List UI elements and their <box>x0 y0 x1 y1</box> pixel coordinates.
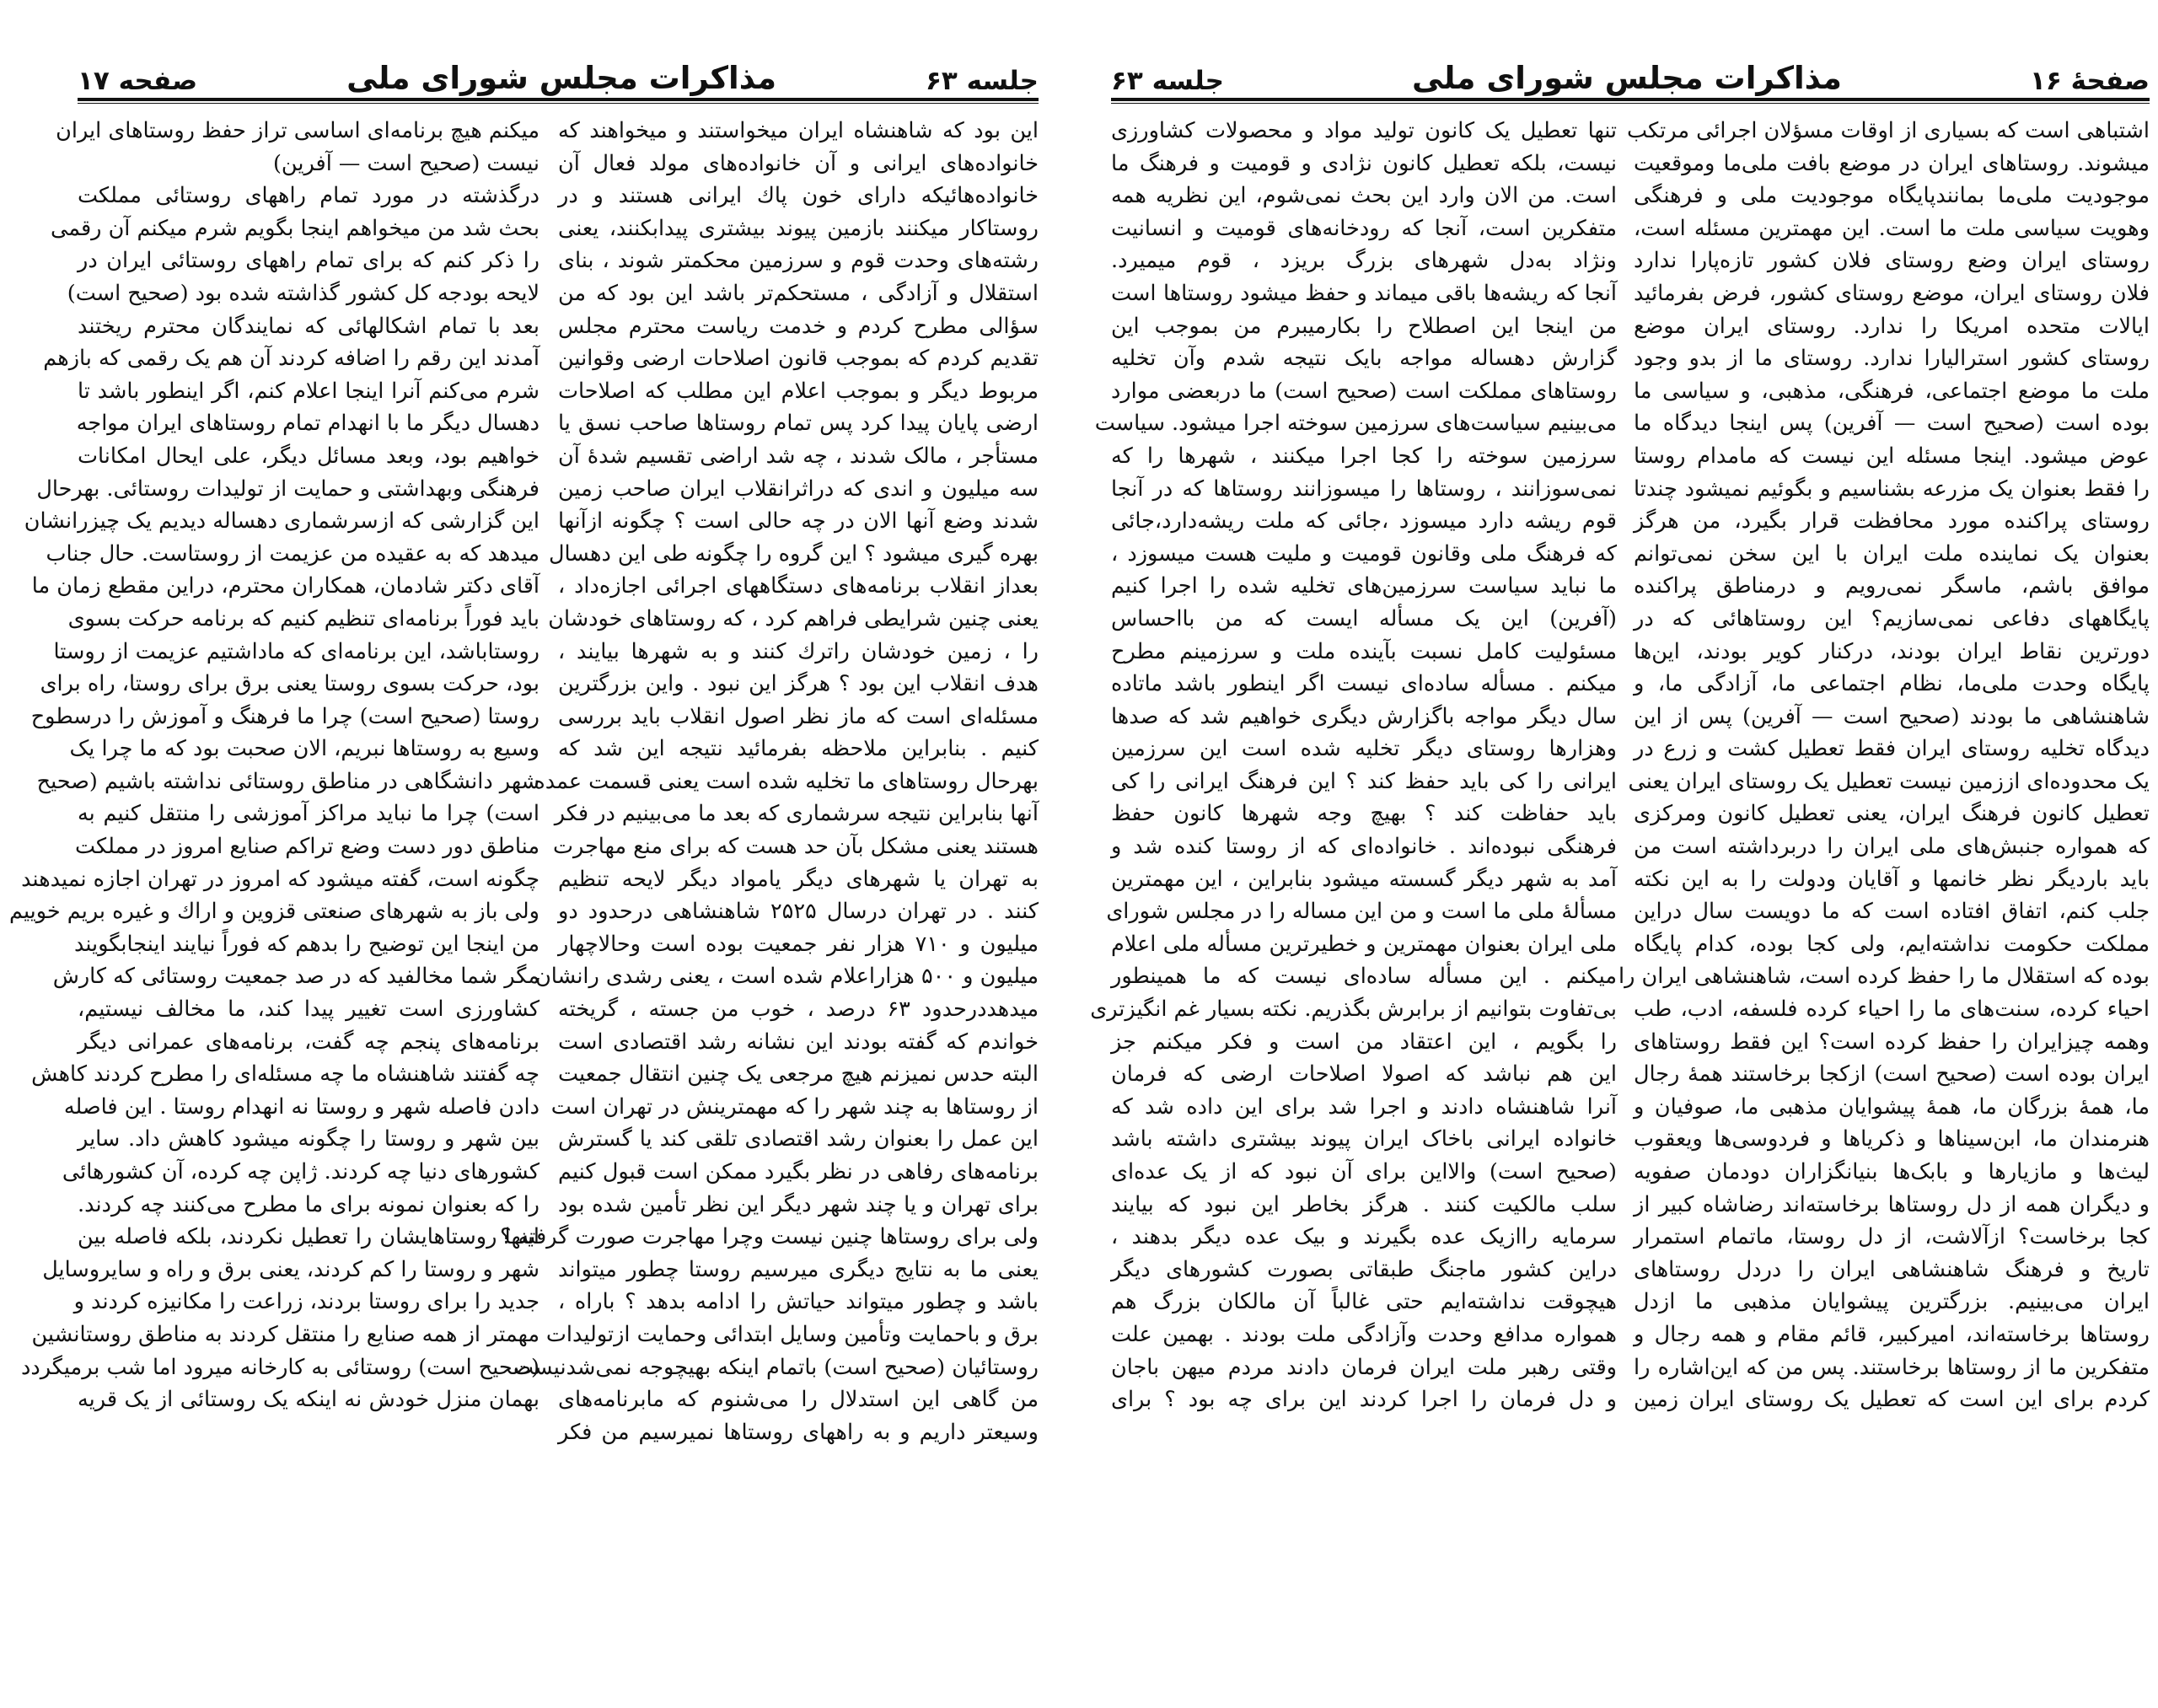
text-line: آنها بنابراین نتیجه سرشماری که بعد ما می‌بینیم در فکر <box>554 801 1039 827</box>
text-line: من گاهی این استدلال را می‌شنوم که مابرنامه‌های <box>558 1387 1039 1413</box>
text-line: مربوط دیگر و بموجب اعلام این مطلب که اصلاحات <box>558 378 1039 404</box>
text-line: سلب مالکیت کنند . هرگز بخاطر این نبود که بیایند <box>1111 1191 1617 1217</box>
running-header <box>1111 49 2150 96</box>
text-line: خواندم که گفته بودند این نشانه رشد اقتصادی است <box>558 1029 1039 1055</box>
text-line: وهزارها روستای دیگر تخلیه شده است این سرزمین <box>1111 736 1617 762</box>
text-line: بهره گیری میشود ؟ این گروه را چگونه طی این دهسال <box>548 540 1039 567</box>
text-line: هنرمندان ما، ابن‌سیناها و ذکریاها و فردوسی‌ها ویعقوب <box>1634 1126 2150 1152</box>
text-line: بعد با تمام اشکالهائی که نمایندگان محترم ریختند <box>78 313 540 339</box>
text-line: (صحیح است) روستائی به کارخانه میرود اما شب برمیگردد <box>20 1354 540 1380</box>
text-line: کجا برخاست؟ ازآلاشت، از دل روستا، ماتمام استمرار <box>1634 1224 2150 1250</box>
text-line: آمد به شهر دیگر گسسته میشود بنابراین ، این مهمترین <box>1111 866 1617 892</box>
text-line: میکنم . این مسأله ساده‌ای نیست که ما همینطور <box>1111 964 1617 990</box>
text-line: نیست (صحیح است — آفرین) <box>272 150 540 176</box>
text-line: شرم می‌کنم آنرا اینجا اعلام کنم، اگر اینطور باشد تا <box>78 378 540 404</box>
text-line: دادن فاصله شهر و روستا نه انهدام روستا . این فاصله <box>63 1093 540 1120</box>
text-line: را که بعنوان نمونه برای ما مطرح می‌کنند چه کردند. <box>78 1191 540 1217</box>
text-line: برای تهران و یا چند شهر دیگر این نظر تأمین شده بود <box>558 1191 1039 1217</box>
text-line: درگذشته در مورد تمام راههای روستائی مملکت <box>78 183 540 209</box>
text-line: وهویت سیاسی ملت ما است. این مهمترین مسئله است، <box>1634 215 2150 241</box>
text-line: بود، حرکت بسوی روستا یعنی برق برای روستا، راه برای <box>40 671 540 697</box>
text-line: و دیگران همه از دل روستاها برخاسته‌اند رضاشاه کبیر از <box>1634 1191 2150 1217</box>
text-line: ملی ایران بعنوان مهمترین و خطیرترین مسأله ملی اعلام <box>1111 931 1617 957</box>
text-line: و دل فرمان را اجرا کردند این برای چه بود ؟ برای <box>1111 1387 1617 1413</box>
text-line: ما، همهٔ بزرگان ما، همهٔ پیشوایان مذهبی ما، صوفیان و <box>1634 1093 2150 1120</box>
text-line: دراین کشور ماجنگ طبقاتی بصورت کشورهای دیگر <box>1111 1256 1617 1282</box>
session-number: جلسه ۶۳ <box>1111 66 1224 96</box>
text-line: پایگاه وحدت ملی‌ما، نظام اجتماعی ما، آزادگی ما، و <box>1634 671 2150 697</box>
header-rule <box>78 98 1039 101</box>
text-line: ایران بوده است (صحیح است) ازکجا برخاستند همهٔ رجال <box>1634 1061 2150 1088</box>
text-line: لایحه بودجه کل کشور گذاشته شده بود (صحیح است) <box>67 280 540 306</box>
text-line: را بگویم ، این اعتقاد من است و فکر میکنم جز <box>1111 1029 1617 1055</box>
text-line: رشته‌های وحدت قوم و سرزمین محکمتر شوند ، بنای <box>558 248 1039 274</box>
text-line: برنامه‌های پنجم چه گفت، برنامه‌های عمرانی دیگر <box>78 1029 540 1055</box>
text-line: شدند وضع آنها الان در چه حالی است ؟ چگونه ازآنها <box>558 508 1039 534</box>
text-line: ولی باز به شهرهای صنعتی قزوین و اراك و غیره بریم خوییم <box>8 899 540 925</box>
text-line: همواره مدافع وحدت وآزادگی ملت بودند . بهمین علت <box>1111 1321 1617 1347</box>
text-line: میدهد که به عقیده من عزیمت از روستاست. حال جناب <box>46 540 540 567</box>
text-line: آمدند این رقم را اضافه کردند آن هم یک رقمی که بازهم <box>43 346 540 372</box>
text-line: میکنم هیچ برنامه‌ای اساسی تراز حفظ روستاهای ایران <box>56 118 540 143</box>
text-line: یعنی ما به نتایج دیگری میرسیم روستا چطور میتواند <box>558 1256 1039 1282</box>
text-line: خانواده‌هائیکه دارای خون پاك ایرانی هستند و در <box>558 183 1039 209</box>
text-line: است. من الان وارد این بحث نمی‌شوم، این نظریه همه <box>1111 183 1617 209</box>
text-column-left <box>1090 115 1617 1416</box>
text-line: میدهددرحدود ۶۳ درصد ، خوب من جسته ، گریخته <box>558 996 1039 1023</box>
text-line: ونژاد به‌دل شهرهای بزرگ بریزد ، قوم میمیرد. <box>1111 248 1617 274</box>
text-line: را فقط بعنوان یک مزرعه بشناسیم و بگوئیم نمیشود چندتا <box>1634 475 2150 502</box>
text-line: وسیعتر داریم و به راههای روستاها نمیرسیم من فکر <box>558 1419 1039 1445</box>
text-line: کنیم . بنابراین ملاحظه بفرمائید نتیجه این شد که <box>558 736 1039 762</box>
text-line: سرمایه راازیک عده بگیرند و بیک عده دیگر بدهند ، <box>1111 1224 1617 1250</box>
text-line: یک محدوده‌ای اززمین نیست تعطیل یک روستای ایران یعنی <box>1628 768 2150 794</box>
text-line: از روستاها به چند شهر را که مهمترینش در تهران است <box>550 1093 1039 1120</box>
text-line: سال دیگر مواجه باگزارش دیگری خواهیم شد که صدها <box>1111 703 1617 729</box>
text-line: میلیون و ۷۱۰ هزار نفر جمعیت بوده است وحالاچهار <box>558 931 1039 957</box>
text-line: این هم نباشد که اصولا اصلاحات ارضی که فرمان <box>1111 1061 1617 1088</box>
text-line: بوده که استقلال ما را حفظ کرده است، شاهنشاهی ایران را <box>1618 964 2150 990</box>
text-line: ما نباید سیاست سرزمین‌های تخلیه شده را اجرا کنیم <box>1111 573 1617 599</box>
text-line: باید حفاظت کند ؟ بهیچ وجه شهرها کانون حفظ <box>1111 801 1617 827</box>
text-line: لیث‌ها و مازیارها و بابک‌ها بنیانگزاران دودمان صفویه <box>1634 1159 2150 1184</box>
publication-title: مذاکرات مجلس شورای ملی <box>1412 60 1842 96</box>
text-line: ایرانی را کی باید حفظ کند ؟ این فرهنگ ایرانی را کی <box>1111 768 1617 794</box>
text-line: روستاها برخاسته‌اند، امیرکبیر، قائم مقام و همه رجال و <box>1634 1321 2150 1347</box>
text-line: میلیون و ۵۰۰ هزاراعلام شده است ، یعنی رشدی رانشان <box>535 964 1039 990</box>
text-line: روستاکار میکنند بازمین پیوند بیشتری پیدابکنند، یعنی <box>558 215 1039 241</box>
text-line: که فرهنگ ملی وقانون قومیت و ملیت هست میسوزد ، <box>1111 540 1617 567</box>
text-line: مگر شما مخالفید که در صد جمعیت روستائی که کارش <box>52 964 540 990</box>
text-line: مسئله‌ای است که ماز نظر اصول انقلاب باید بررسی <box>558 703 1039 729</box>
text-line: بین شهر و روستا را چگونه میشود کاهش داد. سایر <box>78 1126 540 1152</box>
text-line: عوض میشود. اینجا مسئله این نیست که مامدام روستا <box>1634 443 2150 469</box>
text-line: فرهنگی نبوده‌اند . خانواده‌ای که از روستا کنده شد و <box>1111 834 1617 860</box>
text-line: این عمل را بعنوان رشد اقتصادی تلقی کند یا گسترش <box>558 1126 1039 1152</box>
text-line: بوده است (صحیح است — آفرین) پس اینجا دیدگاه ما <box>1634 411 2150 437</box>
text-line: بعنوان یک نماینده ملت ایران با این سخن نمی‌توانم <box>1634 540 2150 567</box>
text-line: جدید را برای روستا بردند، زراعت را مکانیزه کردند و <box>73 1289 540 1315</box>
text-line: که همواره جنبش‌های ملی ایران را دربرداشته است من <box>1634 834 2150 860</box>
text-line: من اینجا این توضیح را بدهم که فوراً نیایند اینجابگویند <box>73 931 540 957</box>
text-line: مستأجر ، مالک شدند ، چه شد اراضی تقسیم شدهٔ آن <box>558 443 1039 469</box>
text-line: کشاورزی است تغییر پیدا کند، ما مخالف نیستیم، <box>78 996 540 1023</box>
text-line: دیدگاه تخلیه روستای ایران فقط تعطیل کشت و زرع در <box>1634 736 2150 762</box>
text-line: آنرا شاهنشاه دادند و اجرا شد برای این داده شد که <box>1111 1093 1617 1120</box>
text-line: این گزارشی که ازسرشماری دهساله دیدیم یک چیزرانشان <box>24 508 540 534</box>
text-line: روستا (صحیح است) چرا ما فرهنگ و آموزش را درسطوح <box>30 703 540 729</box>
session-number: جلسه ۶۳ <box>926 66 1039 96</box>
text-line: موافق باشم، ماسگر نمی‌رویم و درمناطق پراکنده <box>1634 573 2150 599</box>
text-line: مسألهٔ ملی ما است و من این مساله را در مجلس شورای <box>1106 899 1617 925</box>
text-line: ولی برای روستاها چنین نیست وچرا مهاجرت صورت گرفته ؟ <box>499 1224 1039 1250</box>
text-column-left <box>8 115 540 1416</box>
text-line: هستند یعنی مشکل بآن حد هست که برای منع مهاجرت <box>552 834 1039 860</box>
text-line: مسئولیت کامل نسبت بآینده ملت و سرزمینم مطرح <box>1111 638 1617 664</box>
text-line: شاهنشاهی ما بودند (صحیح است — آفرین) پس از این <box>1634 703 2150 729</box>
running-header <box>78 49 1039 96</box>
text-line: یعنی چنین شرایطی فراهم کرد ، که روستاهای خودشان <box>548 605 1039 631</box>
text-line: هدف انقلاب این بود ؟ هرگز این نبود . واین بزرگترین <box>558 671 1039 697</box>
text-line: قوم ریشه دارد میسوزد ،جائی که ملت ریشه‌دارد،جائی <box>1111 508 1617 534</box>
text-line: متفکرین است، آنجا که رودخانه‌های قومیت و انسانیت <box>1111 215 1617 241</box>
text-line: مهمتر از همه صنایع را منتقل کردند به مناطق روستانشین <box>31 1321 540 1347</box>
text-line: آقای دکتر شادمان، همکاران محترم، دراین مقطع زمان ما <box>31 573 540 599</box>
text-line: سؤالی مطرح کردم و خدمت ریاست محترم مجلس <box>558 313 1039 339</box>
text-line: وسیع به روستاها نبریم، الان صحبت بود که ما چرا یک <box>69 736 540 762</box>
publication-title: مذاکرات مجلس شورای ملی <box>346 60 776 96</box>
text-line: می‌بینیم سیاست‌های سرزمین سوخته اجرا میشود. سیاست <box>1094 411 1617 437</box>
text-line: باشد و چطور میتواند حیاتش را ادامه بدهد ؟ باراه ، <box>558 1289 1039 1315</box>
text-line: روستای کشور استرالیارا ندارد. روستای ما از بدو وجود <box>1634 346 2150 372</box>
text-line: کردم برای این است که تعطیل یک روستای ایران زمین <box>1634 1387 2150 1413</box>
text-line: را ذکر کنم که برای تمام راههای روستائی ایران در <box>78 248 540 274</box>
text-line: میکنم . مسأله ساده‌ای نیست اگر اینطور باشد ماتاده <box>1111 671 1617 697</box>
page-16 <box>1090 0 2156 1708</box>
page-number: صفحه ۱۷ <box>78 66 198 96</box>
text-line: احیاء کرده، سنت‌های ما را احیاء کرده فلسفه، ادب، طب <box>1634 996 2150 1023</box>
text-line: روستائیان (صحیح است) باتمام اینکه بهیچوجه نمی‌شدنیست <box>513 1354 1039 1380</box>
text-line: بی‌تفاوت بتوانیم از برابرش بگذریم. نکته بسیار غم انگیزتری <box>1090 996 1617 1023</box>
text-line: هیچوقت نداشته‌ایم حتی غالباً آن مالکان بزرگ هم <box>1111 1289 1617 1315</box>
text-line: پایگاههای دفاعی نمی‌سازیم؟ این روستاهائی که در <box>1634 605 2150 631</box>
text-line: بحث شد من میخواهم اینجا بگویم شرم میکنم آن رقمی <box>50 215 540 241</box>
header-rule-thin <box>1111 103 2150 104</box>
text-column-right <box>1618 115 2150 1416</box>
text-line: وقتی رهبر ملت ایران فرمان دادند مردم میهن باجان <box>1111 1354 1617 1380</box>
text-line: برنامه‌های رفاهی در نظر بگیرد ممکن است قبول کنیم <box>558 1159 1039 1184</box>
text-line: وهمه چیزایران را حفظ کرده است؟ این فقط روستاهای <box>1634 1029 2150 1055</box>
text-line: روستای پراکنده مورد محافظت قرار بگیرد، من هرگز <box>1634 508 2150 534</box>
text-column-right <box>499 115 1039 1448</box>
text-line: مناطق دور دست وضع تراکم صنایع امروز در مملکت <box>74 834 540 860</box>
text-line: البته حدس نمیزنم هیچ مرجعی یک چنین انتقال جمعیت <box>558 1061 1039 1088</box>
text-line: باید باردیگر نظر خانمها و آقایان ودولت را به این نکته <box>1634 866 2150 892</box>
text-line: تاریخ و فرهنگ شاهنشاهی ایران را دردل روستاهای <box>1634 1256 2150 1282</box>
text-line: خانواده‌های ایرانی و آن خانواده‌های مولد فعال آن <box>558 150 1039 176</box>
text-line: تعطیل کانون فرهنگ ایران، یعنی تعطیل کانون ومرکزی <box>1634 801 2150 827</box>
text-line: تقدیم کردم که بموجب قانون اصلاحات ارضی وقوانین <box>558 346 1039 372</box>
text-line: فلان روستای ایران، موضع روستای کشور، فرض بفرمائید <box>1634 280 2150 306</box>
text-line: ایالات متحده امریکا را ندارد. روستای ایران موضع <box>1634 313 2150 339</box>
header-rule <box>1111 98 2150 101</box>
text-line: ایران می‌بینیم. بزرگترین پیشوایان مذهبی ما ازدل <box>1634 1289 2150 1315</box>
text-line: فرهنگی وبهداشتی و حمایت از تولیدات روستائی. بهرحال <box>36 475 540 502</box>
text-line: بهمان منزل خودش نه اینکه یک روستائی از یک قریه <box>78 1387 540 1413</box>
text-line: تنها تعطیل یک کانون تولید مواد و محصولات کشاورزی <box>1111 118 1617 143</box>
page-number: صفحهٔ ۱۶ <box>2029 66 2150 96</box>
text-line: شهر و روستا را کم کردند، یعنی برق و راه و سایروسایل <box>42 1256 540 1282</box>
text-line: استقلال و آزادگی ، مستحکم‌تر باشد این بود که من <box>558 280 1039 306</box>
text-line: میشوند. روستاهای ایران در موضع بافت ملی‌ما وموقعیت <box>1634 150 2150 176</box>
text-line: روستاهای مملکت است (صحیح است) ما دربعضی موارد <box>1111 378 1617 404</box>
text-line: را ، زمین خودشان راترك کنند و به شهرها بیایند ، <box>558 638 1039 664</box>
text-line: نیست، بلکه تعطیل کانون نژادی و قومیت و فرهنگ ما <box>1111 150 1617 176</box>
text-line: آنجا که ریشه‌ها باقی میماند و حفظ میشود روستاها است <box>1111 280 1617 306</box>
text-line: بهرحال روستاهای ما تخلیه شده است یعنی قسمت عمده <box>534 768 1039 794</box>
text-line: من اینجا این اصطلاح را بکارمیبرم من بموجب این <box>1111 313 1617 339</box>
text-line: به تهران یا شهرهای دیگر یامواد دیگر لایحه تنظیم <box>558 866 1039 892</box>
text-line: گزارش دهساله مواجه بایک نتیجه شدم وآن تخلیه <box>1111 346 1617 372</box>
text-line: (صحیح است) والااین برای آن نبود که از یک عده‌ای <box>1111 1159 1617 1184</box>
text-line: این بود که شاهنشاه ایران میخواستند و میخواهند که <box>558 118 1039 143</box>
text-line: سرزمین سوخته را کجا اجرا میکنند ، شهرها را که <box>1111 443 1617 469</box>
page-17 <box>0 0 1045 1708</box>
text-line: دورترین نقاط ایران بودند، درکنار کویر بودند، این‌ها <box>1634 638 2150 664</box>
text-line: ملت ما موضع اجتماعی، فرهنگی، مذهبی، و سیاسی ما <box>1634 378 2150 404</box>
text-line: (آفرین) این یک مسأله ایست که من بااحساس <box>1111 605 1617 631</box>
text-line: شهر دانشگاهی در مناطق روستائی نداشته باشیم (صحیح <box>36 768 540 794</box>
text-line: است) چرا ما نباید مراکز آموزشی را منتقل کنیم به <box>78 801 540 827</box>
text-line: متفکرین ما از روستاها برخاستند. پس من که این‌اشاره را <box>1634 1354 2150 1380</box>
text-line: چگونه است، گفته میشود که امروز در تهران اجازه نمیدهند <box>21 866 540 892</box>
text-line: باید فوراً برنامه‌ای تنظیم کنیم که برنامه حرکت بسوی <box>67 605 540 631</box>
text-line: دهسال دیگر ما با انهدام تمام روستاهای ایران مواجه <box>76 411 540 437</box>
text-line: کنند . در تهران درسال ۲۵۲۵ شاهنشاهی درحدود دو <box>558 899 1039 925</box>
header-rule-thin <box>78 103 1039 104</box>
text-line: موجودیت ملی‌ما بمانندپایگاه موجودیت ملی و فرهنگی <box>1634 183 2150 209</box>
text-line: جلب کنم، اتفاق افتاده است که ما دویست سال دراین <box>1634 899 2150 925</box>
text-line: نمی‌سوزانند ، روستاها را میسوزانند روستاها که در آنجا <box>1111 475 1617 502</box>
text-line: روستای ایران وضع روستای فلان کشور تازه‌پارا ندارد <box>1634 248 2150 274</box>
text-line: اینها روستاهایشان را تعطیل نکردند، بلکه فاصله بین <box>78 1224 540 1250</box>
text-line: بعداز انقلاب برنامه‌های دستگاههای اجرائی اجازه‌داد ، <box>558 573 1039 599</box>
text-line: سه میلیون و اندی که دراثرانقلاب ایران صاحب زمین <box>558 475 1039 502</box>
text-line: مملکت حکومت نداشته‌ایم، ولی کجا بوده، کدام پایگاه <box>1634 931 2150 957</box>
text-line: خواهیم بود، وبعد مسائل دیگر، علی ایحال امکانات <box>78 443 540 469</box>
text-line: برق و باحمایت وتأمین وسایل ابتدائی وحمایت ازتولیدات <box>545 1321 1039 1347</box>
text-line: خانواده ایرانی باخاک ایران پیوند بیشتری داشته باشد <box>1111 1126 1617 1152</box>
text-line: روستاباشد، این برنامه‌ای که ماداشتیم عزیمت از روستا <box>53 638 540 664</box>
text-line: اشتباهی است که بسیاری از اوقات مسؤلان اجرائی مرتکب <box>1627 118 2150 143</box>
text-line: کشورهای دنیا چه کردند. ژاپن چه کرده، آن کشورهائی <box>62 1159 540 1184</box>
text-line: ارضی پایان پیدا کرد پس تمام روستاها صاحب نسق یا <box>558 411 1039 437</box>
text-line: چه گفتند شاهنشاه ما چه مسئله‌ای را مطرح کردند کاهش <box>31 1061 540 1088</box>
